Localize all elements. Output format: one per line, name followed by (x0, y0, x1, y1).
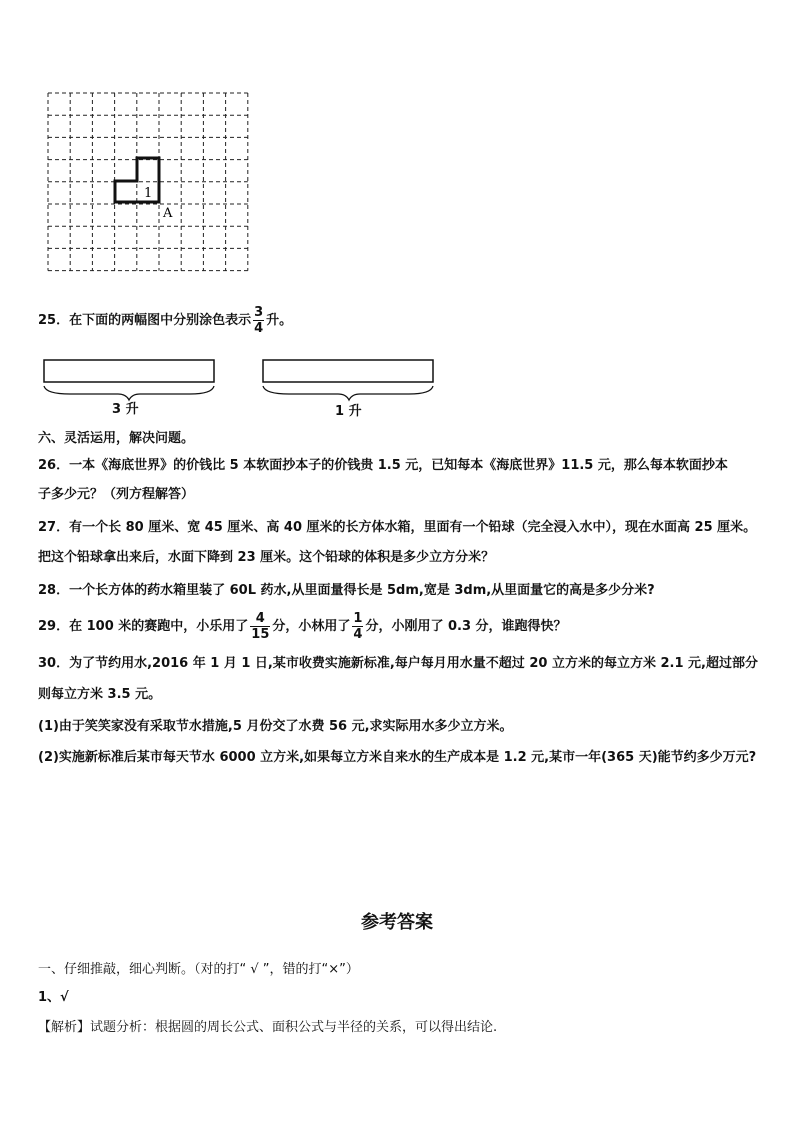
q26-line2: 子多少元？（列方程解答） (38, 487, 195, 502)
q25-frac-num: 3 (254, 305, 264, 320)
q29-fraction-2 (352, 611, 363, 642)
q27-line1: 27．有一个长 80 厘米、宽 45 厘米、高 40 厘米的长方体水箱，里面有一个铅球（完全浸入水中），现在水面高 25 厘米。 (38, 520, 757, 535)
q29-f1-num: 4 (250, 611, 270, 627)
question-29 (38, 611, 567, 642)
q30-sub1: (1)由于笑笑家没有采取节水措施,5 月份交了水费 56 元,求实际用水多少立方米。 (38, 719, 513, 734)
l-shape-outline (115, 158, 159, 202)
bar-3-liters (44, 360, 214, 382)
q25-frac-den: 4 (254, 321, 264, 336)
q29-fraction-1 (250, 611, 270, 642)
q30-line1: 30．为了节约用水,2016 年 1 月 1 日,某市收费实施新标准,每户每月用水量不超过 20 立方米的每立方米 2.1 元,超过部分 (38, 656, 758, 671)
answers-heading: 参考答案 (361, 912, 433, 933)
q30-sub2: (2)实施新标准后某市每天节水 6000 立方米,如果每立方米自来水的生产成本是 1.2 元,某市一年(365 天)能节约多少万元? (38, 750, 757, 765)
cell-label: 1 (144, 186, 153, 201)
q26-line1: 26．一本《海底世界》的价钱比 5 本软面抄本子的价钱贵 1.5 元，已知每本《海底世界》11.5 元，那么每本软面抄本 (38, 458, 728, 473)
bar-1-liter (263, 360, 433, 382)
q25-text-before: 在下面的两幅图中分别涂色表示 (69, 313, 252, 328)
q25-fraction (253, 305, 264, 336)
brace-right (263, 386, 433, 400)
grid-figure (44, 90, 254, 275)
q30-line2: 则每立方米 3.5 元。 (38, 687, 162, 702)
dashed-grid (48, 93, 248, 271)
q25-number: 25． (38, 313, 70, 328)
answer-analysis: 【解析】试题分析：根据圆的周长公式、面积公式与半径的关系，可以得出结论. (38, 1020, 498, 1035)
q28-line1: 28．一个长方体的药水箱里装了 60L 药水,从里面量得长是 5dm,宽是 3dm,从里面量它的高是多少分米? (38, 583, 655, 598)
q29-part1: 29．在 100 米的赛跑中，小乐用了 (38, 619, 249, 634)
q29-part2: 分，小林用了 (272, 619, 351, 634)
answers-section-1: 一、仔细推敲，细心判断。（对的打“ √ ”，错的打“×”） (38, 962, 359, 977)
q29-part3: 分，小刚用了 0.3 分，谁跑得快？ (365, 619, 567, 634)
q25-text-after: 升。 (266, 313, 293, 328)
q29-f1-den: 15 (251, 627, 270, 642)
q29-f2-den: 4 (353, 627, 363, 642)
bar-left-label: 3 升 (112, 402, 139, 417)
q29-f2-num: 1 (353, 611, 363, 626)
answer-item-1: 1、√ (38, 990, 69, 1005)
section-6-heading: 六、灵活运用，解决问题。 (38, 431, 195, 446)
q27-line2: 把这个铅球拿出来后，水面下降到 23 厘米。这个铅球的体积是多少立方分米？ (38, 550, 495, 565)
point-label-a: A (163, 206, 173, 221)
bar-right-label: 1 升 (335, 404, 362, 419)
question-25 (38, 305, 292, 336)
